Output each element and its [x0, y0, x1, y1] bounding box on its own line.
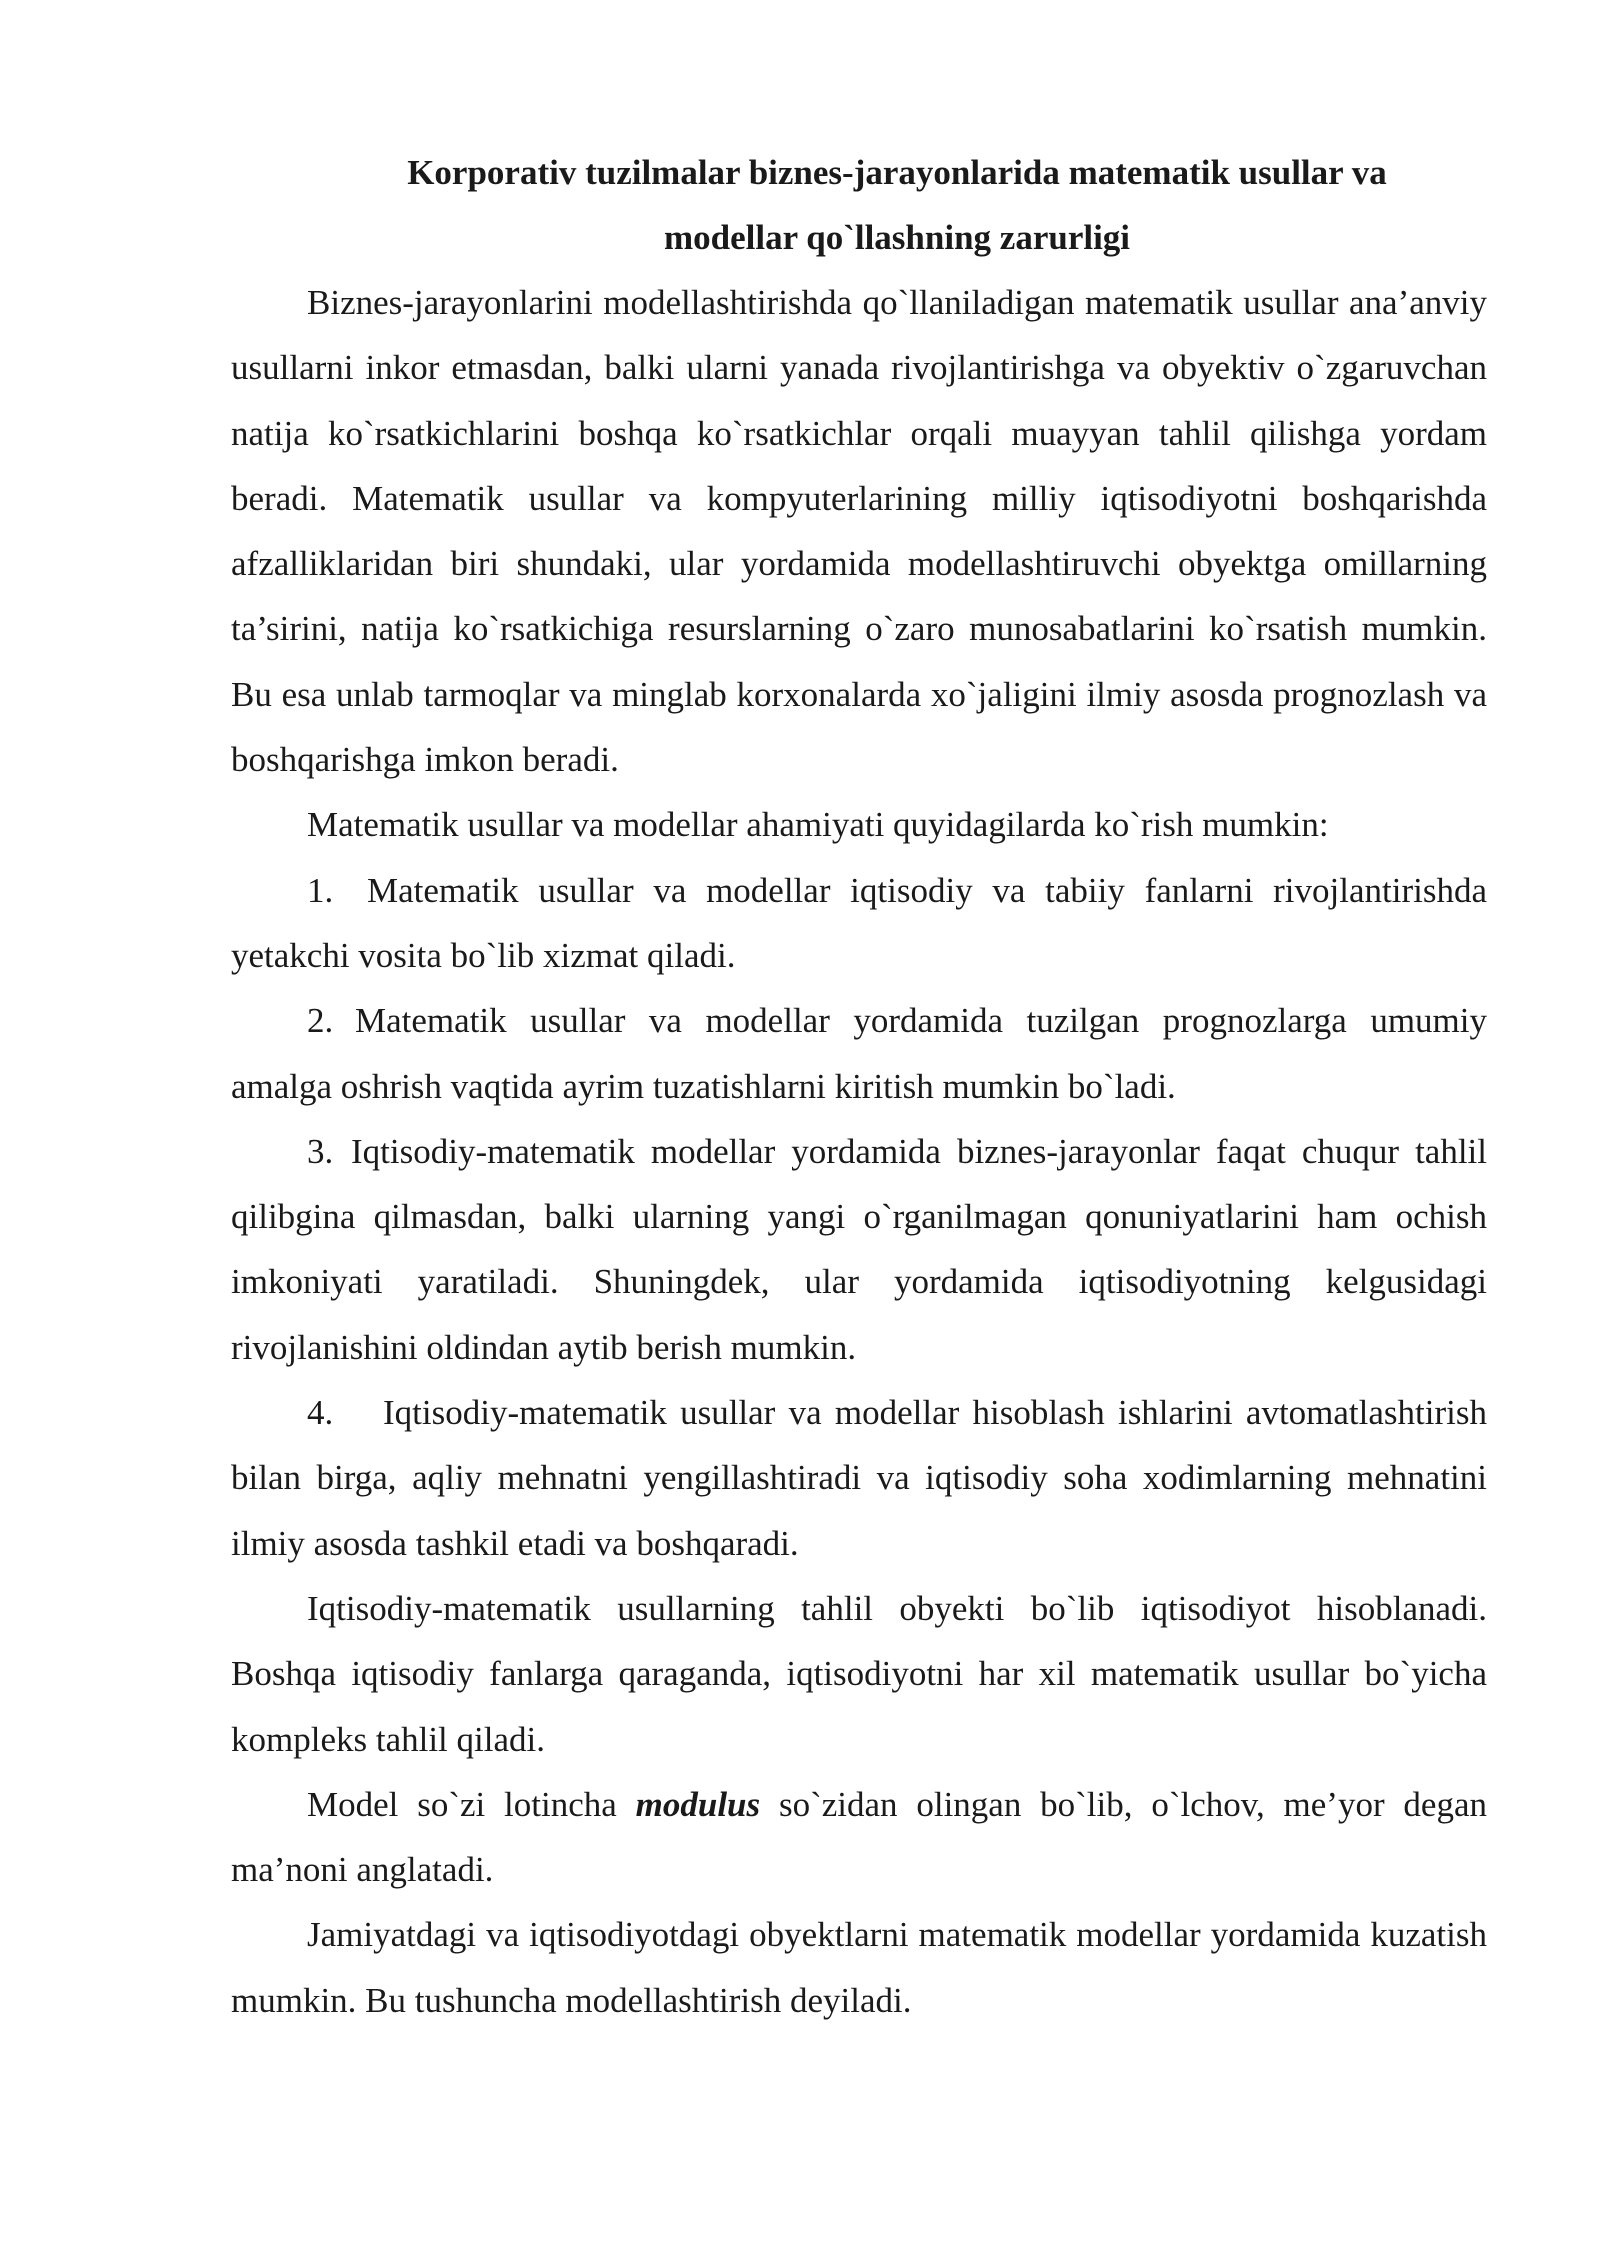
list-item-text: Iqtisodiy-matematik usullar va modellar hisoblash ishlarini avtomatlashtirish bilan birga, aqliy mehnatni yengillashtiradi va iqtisodiy soha xodimlarning mehnatini ilmiy asosda tashkil etadi va boshqaradi. [231, 1393, 1487, 1563]
title-line-1: Korporativ tuzilmalar biznes-jarayonlarida matematik usullar va [407, 153, 1387, 192]
paragraph-list-lead: Matematik usullar va modellar ahamiyati quyidagilarda ko`rish mumkin: [307, 805, 1329, 845]
text-fragment: Model so`zi lotincha [307, 1784, 636, 1824]
list-item-text: Matematik usullar va modellar yordamida tuzilgan prognozlarga umumiy amalga oshrish vaqtida ayrim tuzatishlarni kiritish mumkin bo`ladi. [231, 1001, 1487, 1106]
list-item-3 [231, 1119, 1487, 1380]
list-number: 3. [307, 1131, 334, 1171]
paragraph-modelling: Jamiyatdagi va iqtisodiyotdagi obyektlarni matematik modellar yordamida kuzatish mumkin. Bu tushuncha modellashtirish deyiladi. [231, 1915, 1487, 2020]
emphasized-term: modulus [635, 1784, 761, 1824]
paragraph-model-definition [231, 1772, 1487, 1903]
document-title [231, 140, 1487, 270]
list-number: 4. [307, 1393, 334, 1433]
list-number: 1. [307, 870, 334, 910]
list-item-text: Matematik usullar va modellar iqtisodiy va tabiiy fanlarni rivojlantirishda yetakchi vosita bo`lib xizmat qiladi. [231, 870, 1487, 975]
text-fragment: so`zidan olingan bo`lib, o`lchov, me’yor degan ma’noni anglatadi. [231, 1784, 1487, 1890]
list-number: 2. [307, 1001, 334, 1041]
title-line-2: modellar qo`llashning zarurligi [663, 218, 1131, 257]
list-item-4 [231, 1380, 1487, 1576]
paragraph-intro: Biznes-jarayonlarini modellashtirishda qo`llaniladigan matematik usullar ana’anviy usullarni inkor etmasdan, balki ularni yanada rivojlantirishga va obyektiv o`zgaruvchan natija ko`rsatkichlarini boshqa ko`rsatkichlar orqali muayyan tahlil qilishga yordam beradi. Matematik usullar va kompyuterlarining milliy iqtisodiyotni boshqarishda afzalliklaridan biri shundaki, ular yordamida modellashtiruvchi obyektga omillarning ta’sirini, natija ko`rsatkichiga resurslarning o`zaro munosabatlarini ko`rsatish mumkin. Bu esa unlab tarmoqlar va minglab korxonalarda xo`jaligini ilmiy asosda prognozlash va boshqarishga imkon beradi. [231, 283, 1487, 780]
paragraph-analysis-object: Iqtisodiy-matematik usullarning tahlil obyekti bo`lib iqtisodiyot hisoblanadi. Boshqa iqtisodiy fanlarga qaraganda, iqtisodiyotni har xil matematik usullar bo`yicha kompleks tahlil qiladi. [231, 1588, 1487, 1759]
list-item-text: Iqtisodiy-matematik modellar yordamida biznes-jarayonlar faqat chuqur tahlil qilibgina qilmasdan, balki ularning yangi o`rganilmagan qonuniyatlarini ham ochish imkoniyati yaratiladi. Shuningdek, ular yordamida iqtisodiyotning kelgusidagi rivojlanishini oldindan aytib berish mumkin. [231, 1131, 1487, 1367]
list-item-1 [231, 858, 1487, 989]
list-item-2 [231, 988, 1487, 1119]
document-page [231, 140, 1487, 2033]
